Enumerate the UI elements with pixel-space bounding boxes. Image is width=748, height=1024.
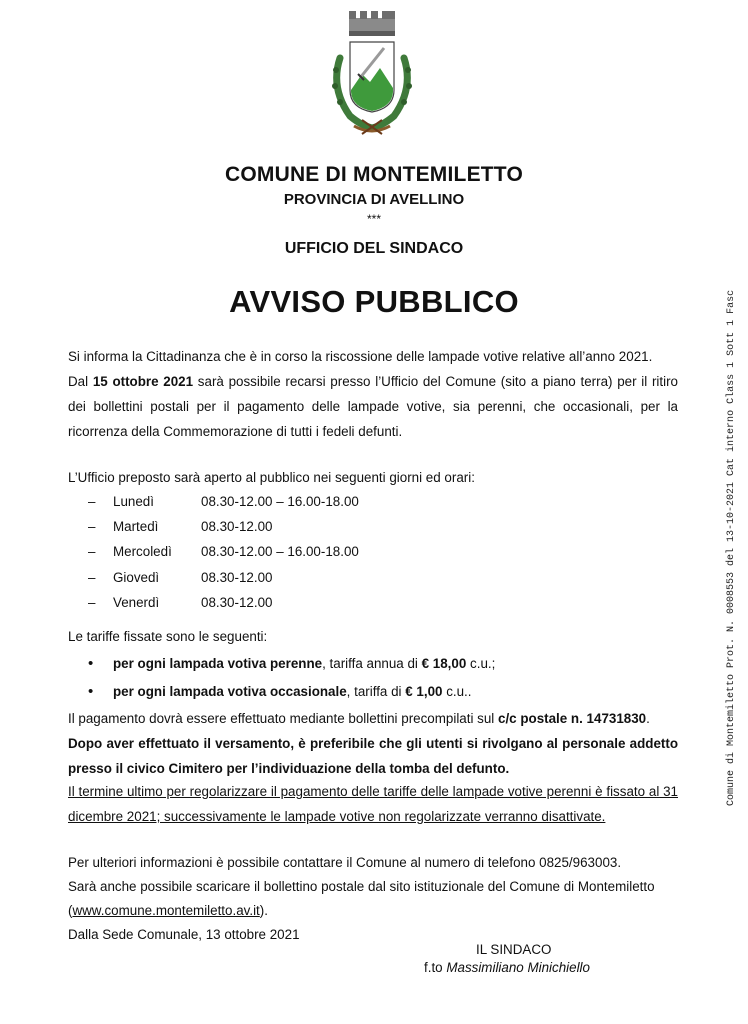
bullet-icon: •: [88, 655, 94, 672]
page-title: AVVISO PUBBLICO: [229, 284, 519, 319]
dash-icon: –: [88, 494, 96, 509]
phone-info: Per ulteriori informazioni è possibile contattare il Comune al numero di telefono 0825/963003.: [68, 855, 622, 870]
tariff-unit: c.u.;: [466, 656, 496, 671]
opening-hours-list: [88, 489, 359, 615]
dash-icon: –: [88, 569, 96, 585]
tariff-text: , tariffa annua di: [322, 656, 422, 671]
protocol-stamp: Comune di Montemiletto Prot. N. 0008553 del 13-10-2021 Cat interno Class 1 Sott 1 Fasc: [726, 289, 737, 806]
issue-date: Dalla Sede Comunale, 13 ottobre 2021: [68, 927, 300, 942]
website-link[interactable]: www.comune.montemiletto.av.it: [72, 903, 260, 918]
tariff-label: per ogni lampada votiva occasionale: [113, 684, 347, 699]
list-item: [88, 650, 495, 678]
tariff-amount: € 1,00: [405, 684, 443, 699]
list-item: [88, 565, 359, 590]
separator-stars: ***: [366, 212, 381, 226]
list-item: [88, 539, 359, 564]
tariff-label: per ogni lampada votiva perenne: [113, 656, 323, 671]
opening-time: 08.30-12.00 – 16.00-18.00: [201, 494, 359, 509]
start-date: 15 ottobre 2021: [92, 374, 194, 389]
dash-icon: –: [88, 544, 96, 560]
postal-account: c/c postale n. 14731830: [498, 711, 647, 726]
signature: [424, 960, 590, 975]
weekday: Lunedì: [113, 494, 154, 509]
paren-close: ).: [259, 903, 268, 918]
signature-prefix: f.to: [424, 960, 447, 975]
municipality-name: COMUNE DI MONTEMILETTO: [224, 163, 523, 186]
tariff-text: , tariffa di: [346, 684, 406, 699]
municipal-crest-logo: [322, 8, 422, 140]
hours-intro: L’Ufficio preposto sarà aperto al pubblico nei seguenti giorni ed orari:: [68, 470, 475, 485]
tariffs-list: [88, 650, 495, 706]
weekday: Mercoledì: [113, 544, 172, 560]
signature-role: IL SINDACO: [476, 942, 552, 957]
tariffs-intro: Le tariffe fissate sono le seguenti:: [68, 629, 268, 644]
list-item: [88, 514, 359, 539]
website-link-line: [68, 898, 678, 923]
weekday: Martedì: [113, 519, 159, 535]
tariff-amount: € 18,00: [421, 656, 467, 671]
deadline-notice: Il termine ultimo per regolarizzare il pagamento delle tariffe delle lampade votive perenni è fissato al 31 dicembre 2021; successivamente le lampade votive non regolarizzate verranno disattivate.: [68, 784, 678, 824]
tariff-unit: c.u..: [442, 684, 472, 699]
bullet-icon: •: [88, 683, 94, 700]
intro-line: Si informa la Cittadinanza che è in corso la riscossione delle lampade votive relative all’anno 2021.: [68, 349, 653, 364]
opening-time: 08.30-12.00: [201, 594, 273, 610]
payment-end: .: [646, 711, 650, 726]
list-item: [88, 590, 359, 615]
opening-time: 08.30-12.00: [201, 569, 273, 585]
office-name: UFFICIO DEL SINDACO: [284, 240, 464, 257]
paren-open: (: [68, 903, 73, 918]
list-item: [88, 489, 359, 514]
opening-time: 08.30-12.00 – 16.00-18.00: [201, 544, 359, 560]
intro-text-a: Dal: [68, 374, 93, 389]
province-name: PROVINCIA DI AVELLINO: [283, 191, 465, 208]
weekday: Giovedì: [113, 569, 160, 585]
signature-name: Massimiliano Minichiello: [446, 960, 590, 975]
payment-text: Il pagamento dovrà essere effettuato mediante bollettini precompilati sul: [68, 711, 498, 726]
dash-icon: –: [88, 594, 96, 610]
intro-paragraph: [68, 369, 678, 444]
dash-icon: –: [88, 519, 96, 535]
intro-text-c: sarà possibile recarsi presso l’Ufficio del Comune (sito a piano terra) per il ritiro dei bollettini postali per il pagamento delle lampade votive, sia perenni, che occasionali, per la ricorrenza della Commemorazione di tutti i fedeli defunti.: [68, 374, 678, 439]
weekday: Venerdì: [113, 594, 160, 610]
cemetery-notice: Dopo aver effettuato il versamento, è preferibile che gli utenti si rivolgano al personale addetto presso il civico Cimitero per l’individuazione della tomba del defunto.: [68, 736, 678, 776]
list-item: [88, 678, 495, 706]
opening-time: 08.30-12.00: [201, 519, 273, 535]
payment-line: [68, 706, 678, 731]
website-info: Sarà anche possibile scaricare il bollettino postale dal sito istituzionale del Comune di Montemiletto: [68, 879, 655, 894]
